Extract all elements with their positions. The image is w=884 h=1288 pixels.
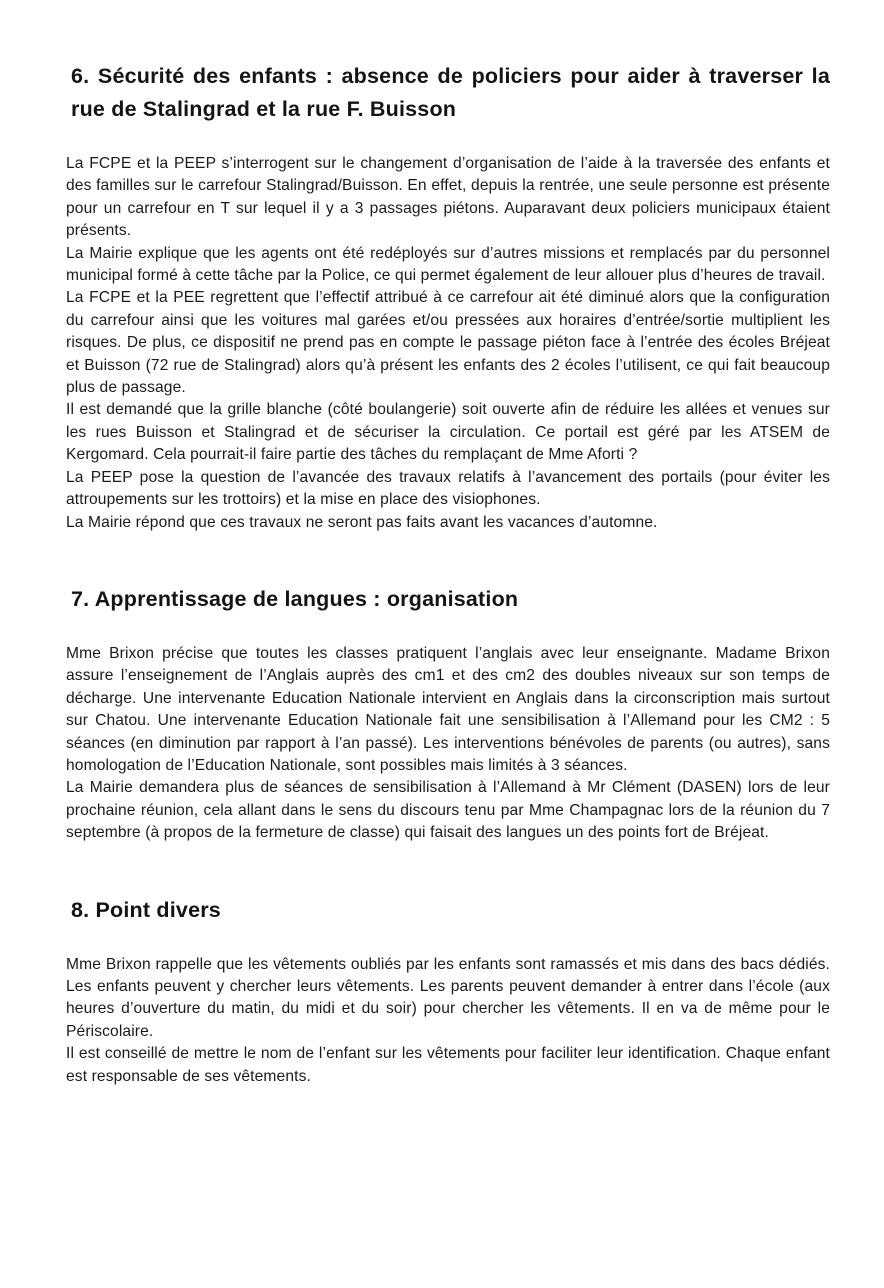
section-heading-languages: 7. Apprentissage de langues : organisation <box>71 586 519 611</box>
paragraph: Mme Brixon précise que toutes les classes pratiquent l’anglais avec leur enseignante. Madame Brixon assure l’enseignement de l’Anglais auprès des cm1 et des cm2 des doubles niveaux sur son temps de décharge. Une intervenante Education Nationale intervient en Anglais dans la circonscription mais surtout sur Chatou. Une intervenante Education Nationale fait une sensibilisation à l’Allemand pour les CM2 : 5 séances (en diminution par rapport à l’an passé). Les interventions bénévoles de parents (ou autres), sans homologation de l’Education Nationale, sont possibles mais limités à 3 séances. <box>66 644 830 774</box>
paragraph: La Mairie demandera plus de séances de sensibilisation à l’Allemand à Mr Clément (DASEN) lors de leur prochaine réunion, cela allant dans le sens du discours tenu par Mme Champagnac lors de la réunion du 7 septembre (à propos de la fermeture de classe) qui faisait des langues un des points fort de Bréjeat. <box>66 779 830 842</box>
section-heading-child-safety: 6. Sécurité des enfants : absence de policiers pour aider à traverser la rue de Stalingrad et la rue F. Buisson <box>71 64 830 121</box>
paragraph: Il est demandé que la grille blanche (côté boulangerie) soit ouverte afin de réduire les allées et venues sur les rues Buisson et Stalingrad et de sécuriser la circulation. Ce portail est géré par les ATSEM de Kergomard. Cela pourrait-il faire partie des tâches du remplaçant de Mme Aforti ? <box>66 401 830 464</box>
section-misc <box>66 894 830 1088</box>
paragraph: Mme Brixon rappelle que les vêtements oubliés par les enfants sont ramassés et mis dans des bacs dédiés. Les enfants peuvent y chercher leurs vêtements. Les parents peuvent demander à entrer dans l’école (aux heures d’ouverture du matin, du midi et du soir) pour chercher les vêtements. Il en va de même pour le Périscolaire. <box>66 955 830 1040</box>
paragraph: La Mairie répond que ces travaux ne seront pas faits avant les vacances d’automne. <box>66 513 658 531</box>
paragraph: La Mairie explique que les agents ont été redéployés sur d’autres missions et remplacés par du personnel municipal formé à cette tâche par la Police, ce qui permet également de leur allouer plus d’heures de travail. <box>66 244 830 285</box>
section-child-safety <box>66 60 830 534</box>
section-languages <box>66 583 830 845</box>
paragraph: La PEEP pose la question de l’avancée des travaux relatifs à l’avancement des portails (pour éviter les attroupements sur les trottoirs) et la mise en place des visiophones. <box>66 468 830 509</box>
section-heading-misc: 8. Point divers <box>71 897 221 922</box>
paragraph: Il est conseillé de mettre le nom de l’enfant sur les vêtements pour faciliter leur identification. Chaque enfant est responsable de ses vêtements. <box>66 1045 830 1085</box>
paragraph: La FCPE et la PEE regrettent que l’effectif attribué à ce carrefour ait été diminué alors que la configuration du carrefour ainsi que les voitures mal garées et/ou pressées aux horaires d’entrée/sortie multiplient les risques. De plus, ce dispositif ne prend pas en compte le passage piéton face à l’entrée des écoles Bréjeat et Buisson (72 rue de Stalingrad) alors qu’à présent les enfants des 2 écoles l’utilisent, ce qui fait beaucoup plus de passage. <box>66 289 830 397</box>
paragraph: La FCPE et la PEEP s’interrogent sur le changement d’organisation de l’aide à la traversée des enfants et des familles sur le carrefour Stalingrad/Buisson. En effet, depuis la rentrée, une seule personne est présente pour un carrefour en T sur lequel il y a 3 passages piétons. Auparavant deux policiers municipaux étaient présents. <box>66 155 830 240</box>
